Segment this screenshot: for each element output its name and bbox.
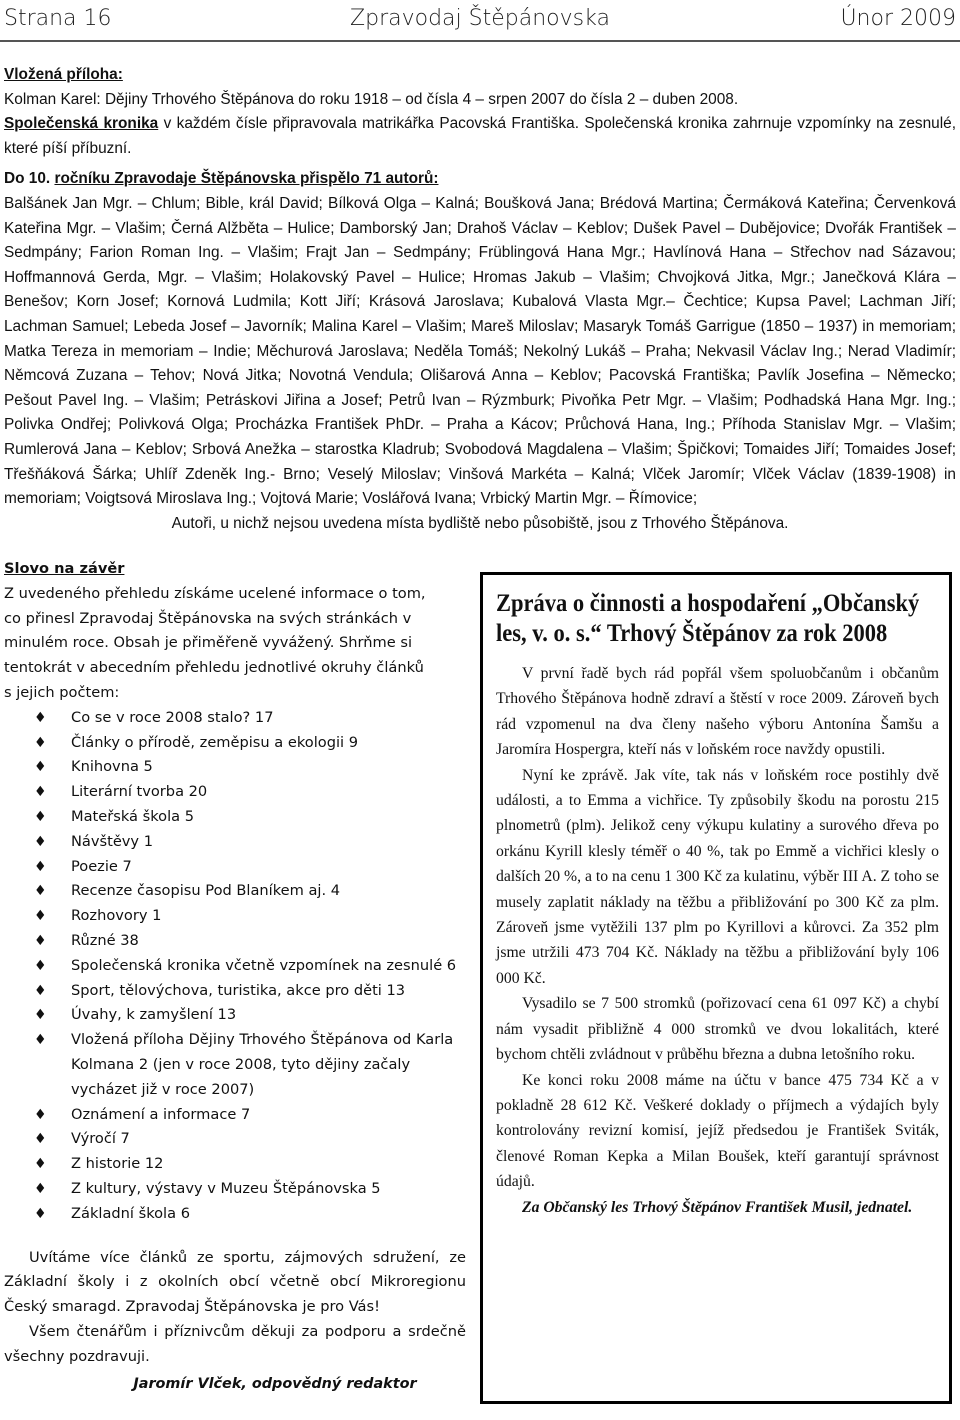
closing-word-intro: Z uvedeného přehledu získáme ucelené informace o tom, co přinesl Zpravodaj Štěpánovska na svých stránkách v minulém roce. Obsah je přiměřeně vyvážený. Shrňme si tentokrát v abecedním přehledu jednotlivé okruhy článků s jejich počtem: (4, 584, 426, 701)
topic-item (4, 1003, 466, 1028)
diamond-bullet-icon: ♦ (34, 808, 47, 825)
contributors-heading (4, 167, 956, 192)
closing-paragraph-1: Uvítáme více článků ze sportu, zájmových sdružení, ze Základní školy i z okolních obcí včetně obcí Mikroregionu Český smaragd. Zpravodaj Štěpánovska je pro Vás! (4, 1248, 466, 1316)
diamond-bullet-icon: ♦ (34, 1106, 47, 1123)
diamond-bullet-icon: ♦ (34, 1180, 47, 1197)
topic-label: Co se v roce 2008 stalo? 17 (71, 708, 274, 726)
topic-label: Mateřská škola 5 (71, 807, 194, 825)
topic-label: Články o přírodě, zeměpisu a ekologii 9 (71, 733, 359, 751)
topic-item (4, 1127, 466, 1152)
diamond-bullet-icon: ♦ (34, 1007, 47, 1024)
topic-label: Knihovna 5 (71, 758, 153, 776)
diamond-bullet-icon: ♦ (34, 883, 47, 900)
supplement-text: Kolman Karel: Dějiny Trhového Štěpánova do roku 1918 – od čísla 4 – srpen 2007 do čísla 2 – duben 2008. (4, 90, 739, 108)
publication-title: Zpravodaj Štěpánovska (350, 6, 610, 31)
chronicle-paragraph (4, 112, 956, 161)
authors-list: Balšánek Jan Mgr. – Chlum; Bible, král David; Bílková Olga – Kalná; Boušková Jana; Brédová Martina; Čermáková Kateřina; Červenková Kateřina Mgr. – Vlašim; Černá Alžběta – Hulice; Damborský Jan; Drahoš Václav – Keblov; Dušek Pavel – Dubějovice; Dvořák František – Sedmpány; Farion Roman Ing. – Vlašim; Frajt Jan – Sedmpány; Früblingová Hana Mgr.; Havlínová Hana – Střechov nad Sázavou; Hoffmannová Gerda, Mgr. – Vlašim; Holakovský Pavel – Hulice; Hromas Jakub – Vlašim; Chvojková Jitka, Mgr.; Janečková Klára – Benešov; Korn Josef; Kornová Ludmila; Kott Jiří; Krásová Jaroslava; Kubalová Vlasta Mgr.– Čechtice; Kupsa Pavel; Lachman Jiří; Lachman Samuel; Lebeda Josef – Javorník; Malina Karel – Vlašim; Mareš Miloslav; Masaryk Tomáš Garrigue (1850 – 1937) in memoriam; Matka Tereza in memoriam – Indie; Měchurová Jaroslava; Neděla Tomáš; Nekolný Lukáš – Praha; Nekvasil Václav Ing.; Nerad Vladimír; Němcová Zuzana – Tehov; Nová Jitka; Novotná Vendula; Olišarová Anna – Keblov; Pacovská Františka; Pavlík Josefina – Německo; Pešout Pavel Ing. – Vlašim; Petráskovi Jiřina a Josef; Petrů Ivan – Rýzmburk; Pivoňka Petr Mgr. – Vlašim; Podhadská Hana Mgr. Ing.; Polivka Ondřej; Polivková Olga; Procházka František PhDr. – Praha a Kácov; Průchová Hana, Ing.; Příhoda Stanislav Mgr. – Vlašim; Rumlerová Jana – Keblov; Srbová Anežka – starostka Kladrub; Svobodová Magdalena – Vlašim; Špičkovi; Tomaides Jiří; Tomaides Josef; Třešňáková Šárka; Uhlíř Zdeněk Ing.- Brno; Veselý Miloslav; Vinšová Markéta – Kalná; Vlček Jaromír; Vlček Václav (1839-1908) in memoriam; Voigtsová Miroslava Ing.; Vojtová Marie; Voslářová Ivana; Vrbický Martin Mgr. – Římovice; (4, 194, 956, 508)
diamond-bullet-icon: ♦ (34, 858, 47, 875)
topic-item (4, 979, 466, 1004)
diamond-bullet-icon: ♦ (34, 1131, 47, 1148)
topic-label: Různé 38 (71, 931, 139, 949)
page-header (0, 0, 960, 42)
closing-paragraph-2: Všem čtenářům i příznivcům děkuji za podporu a srdečně všechny pozdravuji. (4, 1322, 466, 1365)
diamond-bullet-icon: ♦ (34, 982, 47, 999)
topic-item (4, 805, 466, 830)
diamond-bullet-icon: ♦ (34, 1156, 47, 1173)
topic-item (4, 706, 466, 731)
topic-item (4, 780, 466, 805)
topic-item (4, 1152, 466, 1177)
chronicle-text: v každém čísle připravovala matrikářka Pacovská Františka. Společenská kronika zahrnuje vzpomínky na zesnulé, které píší příbuzní. (4, 115, 956, 157)
topic-label: Z historie 12 (71, 1155, 164, 1173)
topic-item (4, 855, 466, 880)
diamond-bullet-icon: ♦ (34, 784, 47, 801)
topic-label: Poezie 7 (71, 857, 132, 875)
forest-report-signature: Za Občanský les Trhový Štěpánov František Musil, jednatel. (522, 1198, 913, 1216)
diamond-bullet-icon: ♦ (34, 1032, 47, 1049)
topic-label: Základní škola 6 (71, 1204, 190, 1222)
authors-note: Autoři, u nichž nejsou uvedena místa bydliště nebo působiště, jsou z Trhového Štěpánova. (171, 514, 789, 532)
forest-report-body (496, 661, 939, 1220)
topic-label: Oznámení a informace 7 (71, 1105, 251, 1123)
topic-label: Sport, tělovýchova, turistika, akce pro děti 13 (71, 981, 406, 999)
topic-label: Z kultury, výstavy v Muzeu Štěpánovska 5 (71, 1179, 381, 1197)
forest-report-box (480, 572, 952, 1404)
topic-item (4, 1103, 466, 1128)
topic-item (4, 830, 466, 855)
diamond-bullet-icon: ♦ (34, 932, 47, 949)
closing-word-column (4, 557, 466, 1396)
topic-label: Recenze časopisu Pod Blaníkem aj. 4 (71, 882, 341, 900)
contributors-prefix: Do 10. (4, 170, 55, 188)
forest-report-paragraph-4: Ke konci roku 2008 máme na účtu v bance 475 734 Kč a v pokladně 28 612 Kč. Veškeré doklady o příjmech a výdajích byly kontrolovány revizní komisí, jejíž předsedou je František Sviták, členové Roman Kepka a Milan Boušek, kteří garantují správnost údajů. (496, 1071, 939, 1191)
topic-item (4, 1202, 466, 1227)
topic-label: Úvahy, k zamyšlení 13 (71, 1006, 237, 1024)
topic-item (4, 929, 466, 954)
forest-report-paragraph-2: Nyní ke zprávě. Jak víte, tak nás v loňském roce postihly dvě události, a to Emma a vichřice. Ty způsobily škodu na porostu 215 plnometrů (plm). Jelikož ceny výkupu kulatiny a surového dřeva po orkánu Kyrill klesly téměř o 40 %, tak po Emmě a vichřici klesly o dalších 20 %, a to na cenu 1 300 Kč za kulatinu, výběr III A. Z toho se musely zaplatit náklady na těžbu a přibližování po 300 Kč za plm. Zároveň jsme vytěžili 137 plm po Kyrillovi a kůrovci. Za 352 plm jsme utržili 473 704 Kč. Náklady na těžbu a přibližování byly 106 000 Kč. (496, 766, 939, 987)
supplement-title: Vložená příloha: (4, 66, 123, 83)
topic-item (4, 954, 466, 979)
chronicle-label: Společenská kronika (4, 115, 159, 133)
issue-date: Únor 2009 (840, 6, 956, 31)
contributors-title: ročníku Zpravodaje Štěpánovska přispělo 71 autorů: (54, 170, 439, 188)
topic-label: Společenská kronika včetně vzpomínek na zesnulé 6 (71, 956, 457, 974)
topic-label: Vložená příloha Dějiny Trhového Štěpánova od Karla Kolmana 2 (jen v roce 2008, tyto dějiny začaly vycházet již v roce 2007) (71, 1031, 454, 1098)
topic-item (4, 879, 466, 904)
forest-report-paragraph-1: V první řadě bych rád popřál všem spoluobčanům i občanům Trhového Štěpánova hodně zdraví a štěstí v roce 2009. Zároveň bych rád vzpomenul na dva členy našeho výboru Antonína Šamšu a Jaromíra Hospergra, kteří nás v loňském roce navždy opustili. (496, 665, 939, 759)
topic-item (4, 755, 466, 780)
diamond-bullet-icon: ♦ (34, 1205, 47, 1222)
topic-label: Návštěvy 1 (71, 832, 153, 850)
forest-report-paragraph-3: Vysadilo se 7 500 stromků (pořizovací cena 61 097 Kč) a chybí nám vysadit přibližně 4 000 stromků ve dvou lokalitách, které bychom chtěli zvládnout v průběhu března a dubna letošního roku. (496, 995, 939, 1064)
editor-signature: Jaromír Vlček, odpovědný redaktor (133, 1375, 417, 1392)
topic-label: Literární tvorba 20 (71, 783, 208, 801)
diamond-bullet-icon: ♦ (34, 833, 47, 850)
topic-item (4, 731, 466, 756)
top-section (4, 63, 956, 536)
diamond-bullet-icon: ♦ (34, 734, 47, 751)
diamond-bullet-icon: ♦ (34, 709, 47, 726)
closing-word-title: Slovo na závěr (4, 560, 125, 577)
diamond-bullet-icon: ♦ (34, 908, 47, 925)
closing-paragraphs (4, 1246, 466, 1370)
forest-report-title: Zpráva o činnosti a hospodaření „Občanský les, v. o. s.“ Trhový Štěpánov za rok 2008 (496, 590, 920, 647)
diamond-bullet-icon: ♦ (34, 957, 47, 974)
topic-item (4, 904, 466, 929)
topic-label: Rozhovory 1 (71, 907, 162, 925)
page-number: Strana 16 (4, 6, 112, 31)
diamond-bullet-icon: ♦ (34, 759, 47, 776)
topic-item (4, 1177, 466, 1202)
topic-item (4, 1028, 466, 1102)
topic-label: Výročí 7 (71, 1130, 130, 1148)
topics-list (4, 706, 466, 1227)
